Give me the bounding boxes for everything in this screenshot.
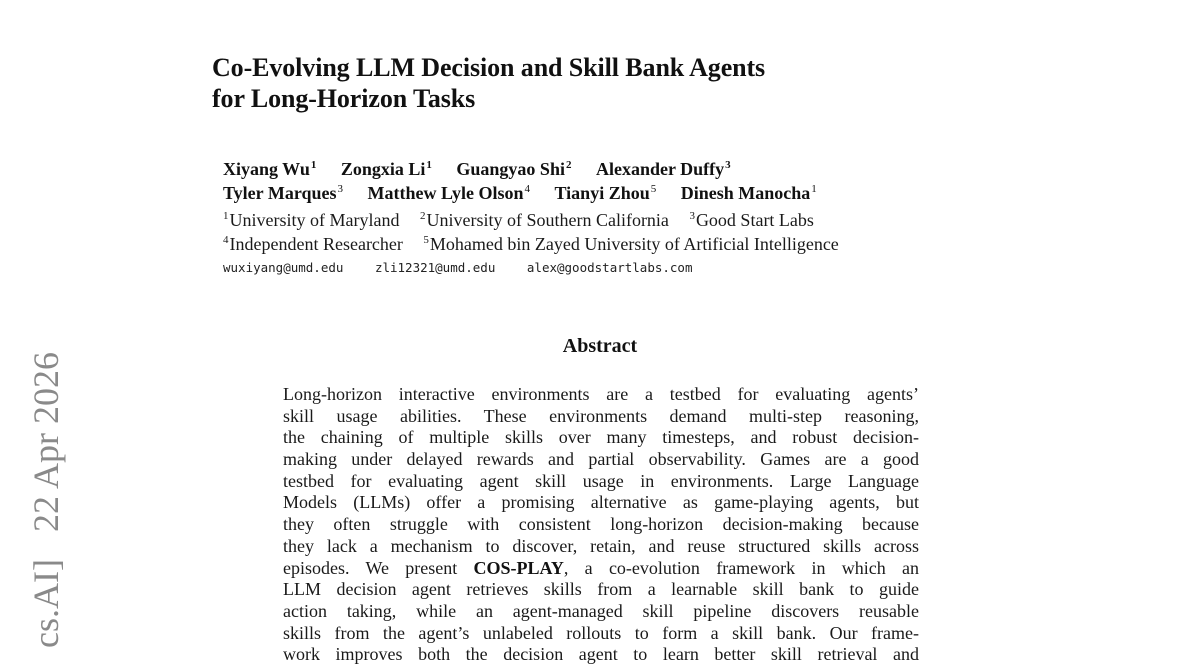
arxiv-date: 22 Apr 2026 [26,352,66,533]
author [223,157,316,181]
author [341,157,432,181]
email-link[interactable]: wuxiyang@umd.edu [223,260,344,275]
paper-title-line-1: Co-Evolving LLM Decision and Skill Bank Agents [212,53,766,82]
paper-title [212,52,765,114]
email-link[interactable]: zli12321@umd.edu [374,260,496,275]
abstract-text: episodes. We present [283,557,474,578]
abstract-line: the chaining of multiple skills over many timesteps, and robust decision- [283,427,919,448]
abstract-line: they often struggle with consistent long-horizon decision-making because [283,514,919,535]
author-affiliation-mark: 1 [426,159,432,171]
author-name: Alexander Duffy [595,159,725,179]
author [223,181,343,205]
abstract-heading [0,335,1200,358]
author-name: Zongxia Li [340,159,426,179]
affiliation-line-1 [223,209,855,233]
author-list [223,157,837,205]
author [596,157,731,181]
author [681,181,817,205]
author-name: Tianyi Zhou [554,183,650,203]
email-link[interactable]: alex@goodstartlabs.com [526,260,693,275]
author-affiliation-mark: 4 [524,183,530,195]
abstract-line: skill usage abilities. These environments demand multi-step reasoning, [283,405,919,426]
author-line-2 [223,181,837,205]
affiliation [223,209,399,233]
abstract-line: they lack a mechanism to discover, retain, and reuse structured skills across [283,535,919,556]
author-affiliation-mark: 3 [337,183,343,195]
abstract-line: Models (LLMs) offer a promising alternative as game-playing agents, but [283,492,919,513]
affiliation-name: Independent Researcher [229,233,403,254]
author-affiliation-mark: 5 [650,183,657,195]
affiliation-mark: 3 [689,210,695,222]
author-affiliation-mark: 1 [811,183,817,195]
author-affiliation-mark: 3 [725,159,731,171]
author [456,157,571,181]
abstract-heading-text: Abstract [562,335,638,357]
author-line-1 [223,157,837,181]
abstract-line: work improves both the decision agent to learn better skill retrieval and [283,644,919,665]
author-affiliation-mark: 2 [565,159,572,171]
author [368,181,531,205]
abstract-line: testbed for evaluating agent skill usage in environments. Large Language [283,470,919,491]
affiliation-name: Good Start Labs [695,210,814,230]
arxiv-category: cs.AI] [26,559,66,648]
abstract-line: skills from the agent’s unlabeled rollouts to form a skill bank. Our frame- [283,622,919,643]
abstract-body [283,384,919,666]
affiliation-mark: 4 [223,233,229,246]
author [555,181,657,205]
author-name: Matthew Lyle Olson [367,183,524,203]
affiliation-mark: 2 [419,210,426,222]
paper-title-line-2: for Long-Horizon Tasks [212,84,476,113]
affiliation-name: Mohamed bin Zayed University of Artificial Intelligence [429,233,839,254]
contact-emails [223,260,716,276]
arxiv-identifier-stamp [28,334,68,648]
affiliation-list [223,209,855,256]
author-name: Dinesh Manocha [680,183,811,203]
framework-name: COS-PLAY [473,557,564,578]
affiliation-mark: 5 [423,233,429,246]
affiliation [223,233,403,257]
affiliation [689,209,813,233]
abstract-line: action taking, while an agent-managed skill pipeline discovers reusable [283,600,919,621]
abstract-line: Long-horizon interactive environments are a testbed for evaluating agents’ [283,384,919,404]
abstract-text: , a co-evolution framework in which an [563,557,919,578]
author-name: Guangyao Shi [456,159,565,179]
author-affiliation-mark: 1 [310,159,317,171]
affiliation-mark: 1 [223,210,229,222]
abstract-line-with-framework-name [283,558,919,580]
affiliation-name: University of Maryland [229,210,400,230]
affiliation [423,233,838,257]
author-name: Tyler Marques [223,183,337,203]
affiliation-line-2 [223,233,855,257]
affiliation-name: University of Southern California [426,210,669,230]
abstract-line: making under delayed rewards and partial observability. Games are a good [283,449,919,470]
abstract-line: LLM decision agent retrieves skills from a learnable skill bank to guide [283,579,919,600]
affiliation [420,209,669,233]
author-name: Xiyang Wu [223,159,310,179]
